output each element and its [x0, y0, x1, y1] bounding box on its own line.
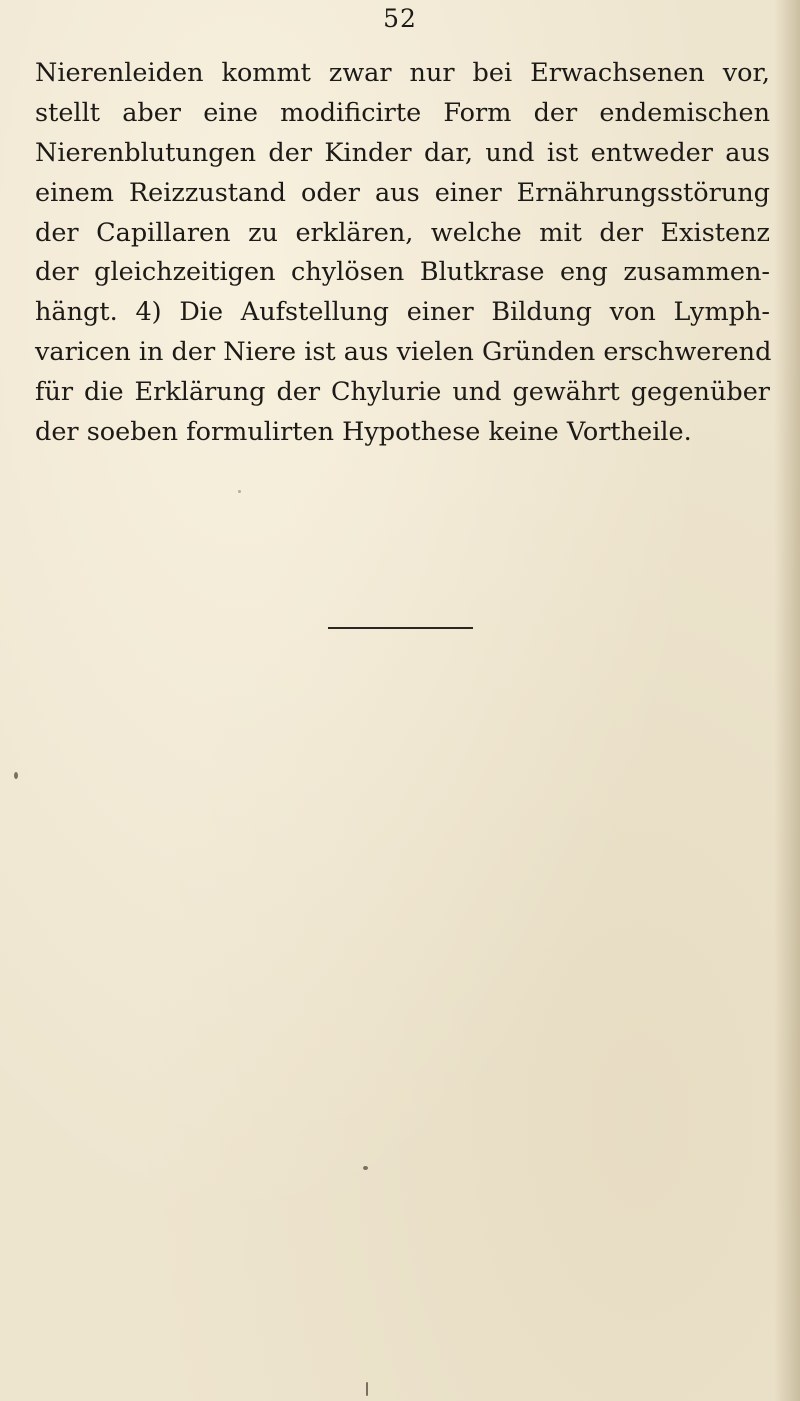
text-line: der Capillaren zu erklären, welche mit der Existenz	[35, 217, 770, 248]
text-line: hängt. 4) Die Aufstellung einer Bildung von Lymph-	[35, 297, 770, 328]
text-line: der soeben formulirten Hypothese keine Vortheile.	[35, 417, 692, 448]
text-line: Nierenblutungen der Kinder dar, und ist entweder aus	[35, 137, 770, 168]
paper-speck	[14, 772, 18, 779]
text-line: der gleichzeitigen chylösen Blutkrase eng zusammen-	[35, 257, 770, 288]
paper-speck	[238, 490, 241, 493]
page-number: 52	[383, 4, 417, 33]
section-divider-rule	[328, 627, 473, 629]
text-line: für die Erklärung der Chylurie und gewährt gegenüber	[35, 377, 770, 408]
page-edge-shadow	[774, 0, 800, 1401]
text-line: stellt aber eine modificirte Form der endemischen	[35, 97, 770, 128]
paper-speck	[363, 1166, 368, 1170]
paper-speck	[366, 1382, 368, 1396]
body-text	[35, 54, 770, 453]
text-line: Nierenleiden kommt zwar nur bei Erwachsenen vor,	[35, 58, 770, 88]
text-line: varicen in der Niere ist aus vielen Gründen erschwerend	[35, 337, 772, 368]
text-line: einem Reizzustand oder aus einer Ernährungsstörung	[35, 177, 770, 208]
